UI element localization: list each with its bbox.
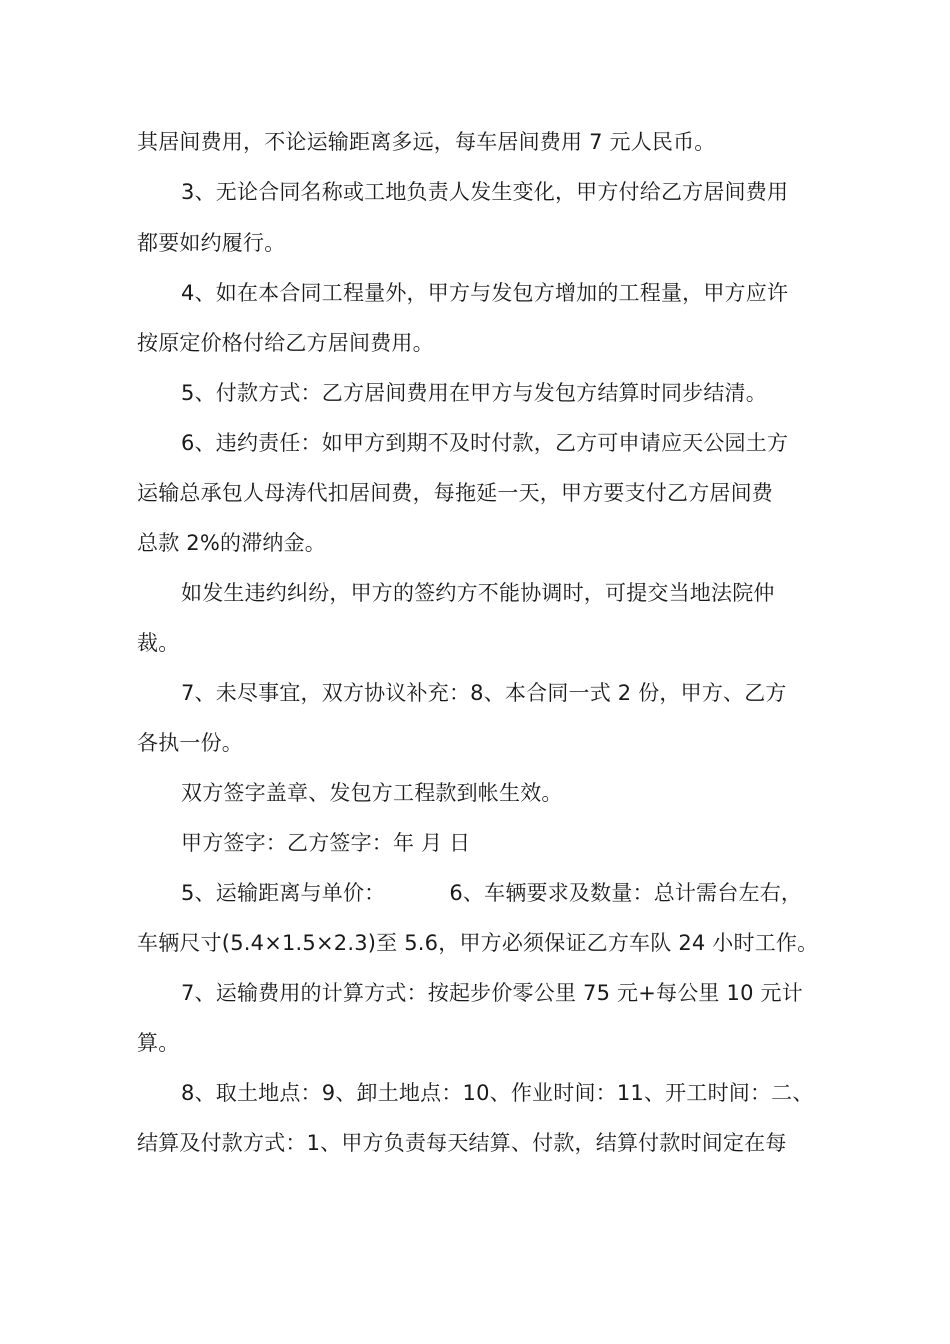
text-line: 如发生违约纠纷，甲方的签约方不能协调时，可提交当地法院仲: [181, 581, 775, 605]
split-right: 6、车辆要求及数量：总计需台左右，: [449, 881, 803, 905]
text-line: 3、无论合同名称或工地负责人发生变化，甲方付给乙方居间费用: [181, 180, 789, 204]
text-line: 运输总承包人母涛代扣居间费，每拖延一天，甲方要支付乙方居间费: [137, 481, 773, 505]
text-line: 裁。: [137, 631, 180, 655]
text-line: 6、违约责任：如甲方到期不及时付款，乙方可申请应天公园土方: [181, 431, 789, 455]
text-line: 按原定价格付给乙方居间费用。: [137, 331, 434, 355]
text-line: 各执一份。: [137, 731, 243, 755]
text-line: 8、取土地点：9、卸土地点：10、作业时间：11、开工时间：二、: [181, 1081, 814, 1105]
text-line: 结算及付款方式：1、甲方负责每天结算、付款，结算付款时间定在每: [137, 1131, 787, 1155]
text-line: 7、未尽事宜，双方协议补充：8、本合同一式 2 份，甲方、乙方: [181, 681, 787, 705]
text-line: 总款 2%的滞纳金。: [137, 531, 326, 555]
text-line: 5、付款方式：乙方居间费用在甲方与发包方结算时同步结清。: [181, 381, 767, 405]
text-line: [181, 878, 827, 908]
text-line: 其居间费用，不论运输距离多远，每车居间费用 7 元人民币。: [137, 130, 716, 154]
split-left: 5、运输距离与单价：: [181, 881, 386, 905]
text-line: 车辆尺寸(5.4×1.5×2.3)至 5.6，甲方必须保证乙方车队 24 小时工作。: [137, 931, 819, 955]
text-line: 4、如在本合同工程量外，甲方与发包方增加的工程量，甲方应许: [181, 281, 789, 305]
text-line: 7、运输费用的计算方式：按起步价零公里 75 元+每公里 10 元计: [181, 981, 803, 1005]
text-line: 都要如约履行。: [137, 231, 286, 255]
signature-line: 甲方签字：乙方签字：年 月 日: [181, 831, 471, 855]
text-line: 双方签字盖章、发包方工程款到帐生效。: [181, 781, 563, 805]
text-line: 算。: [137, 1031, 180, 1055]
